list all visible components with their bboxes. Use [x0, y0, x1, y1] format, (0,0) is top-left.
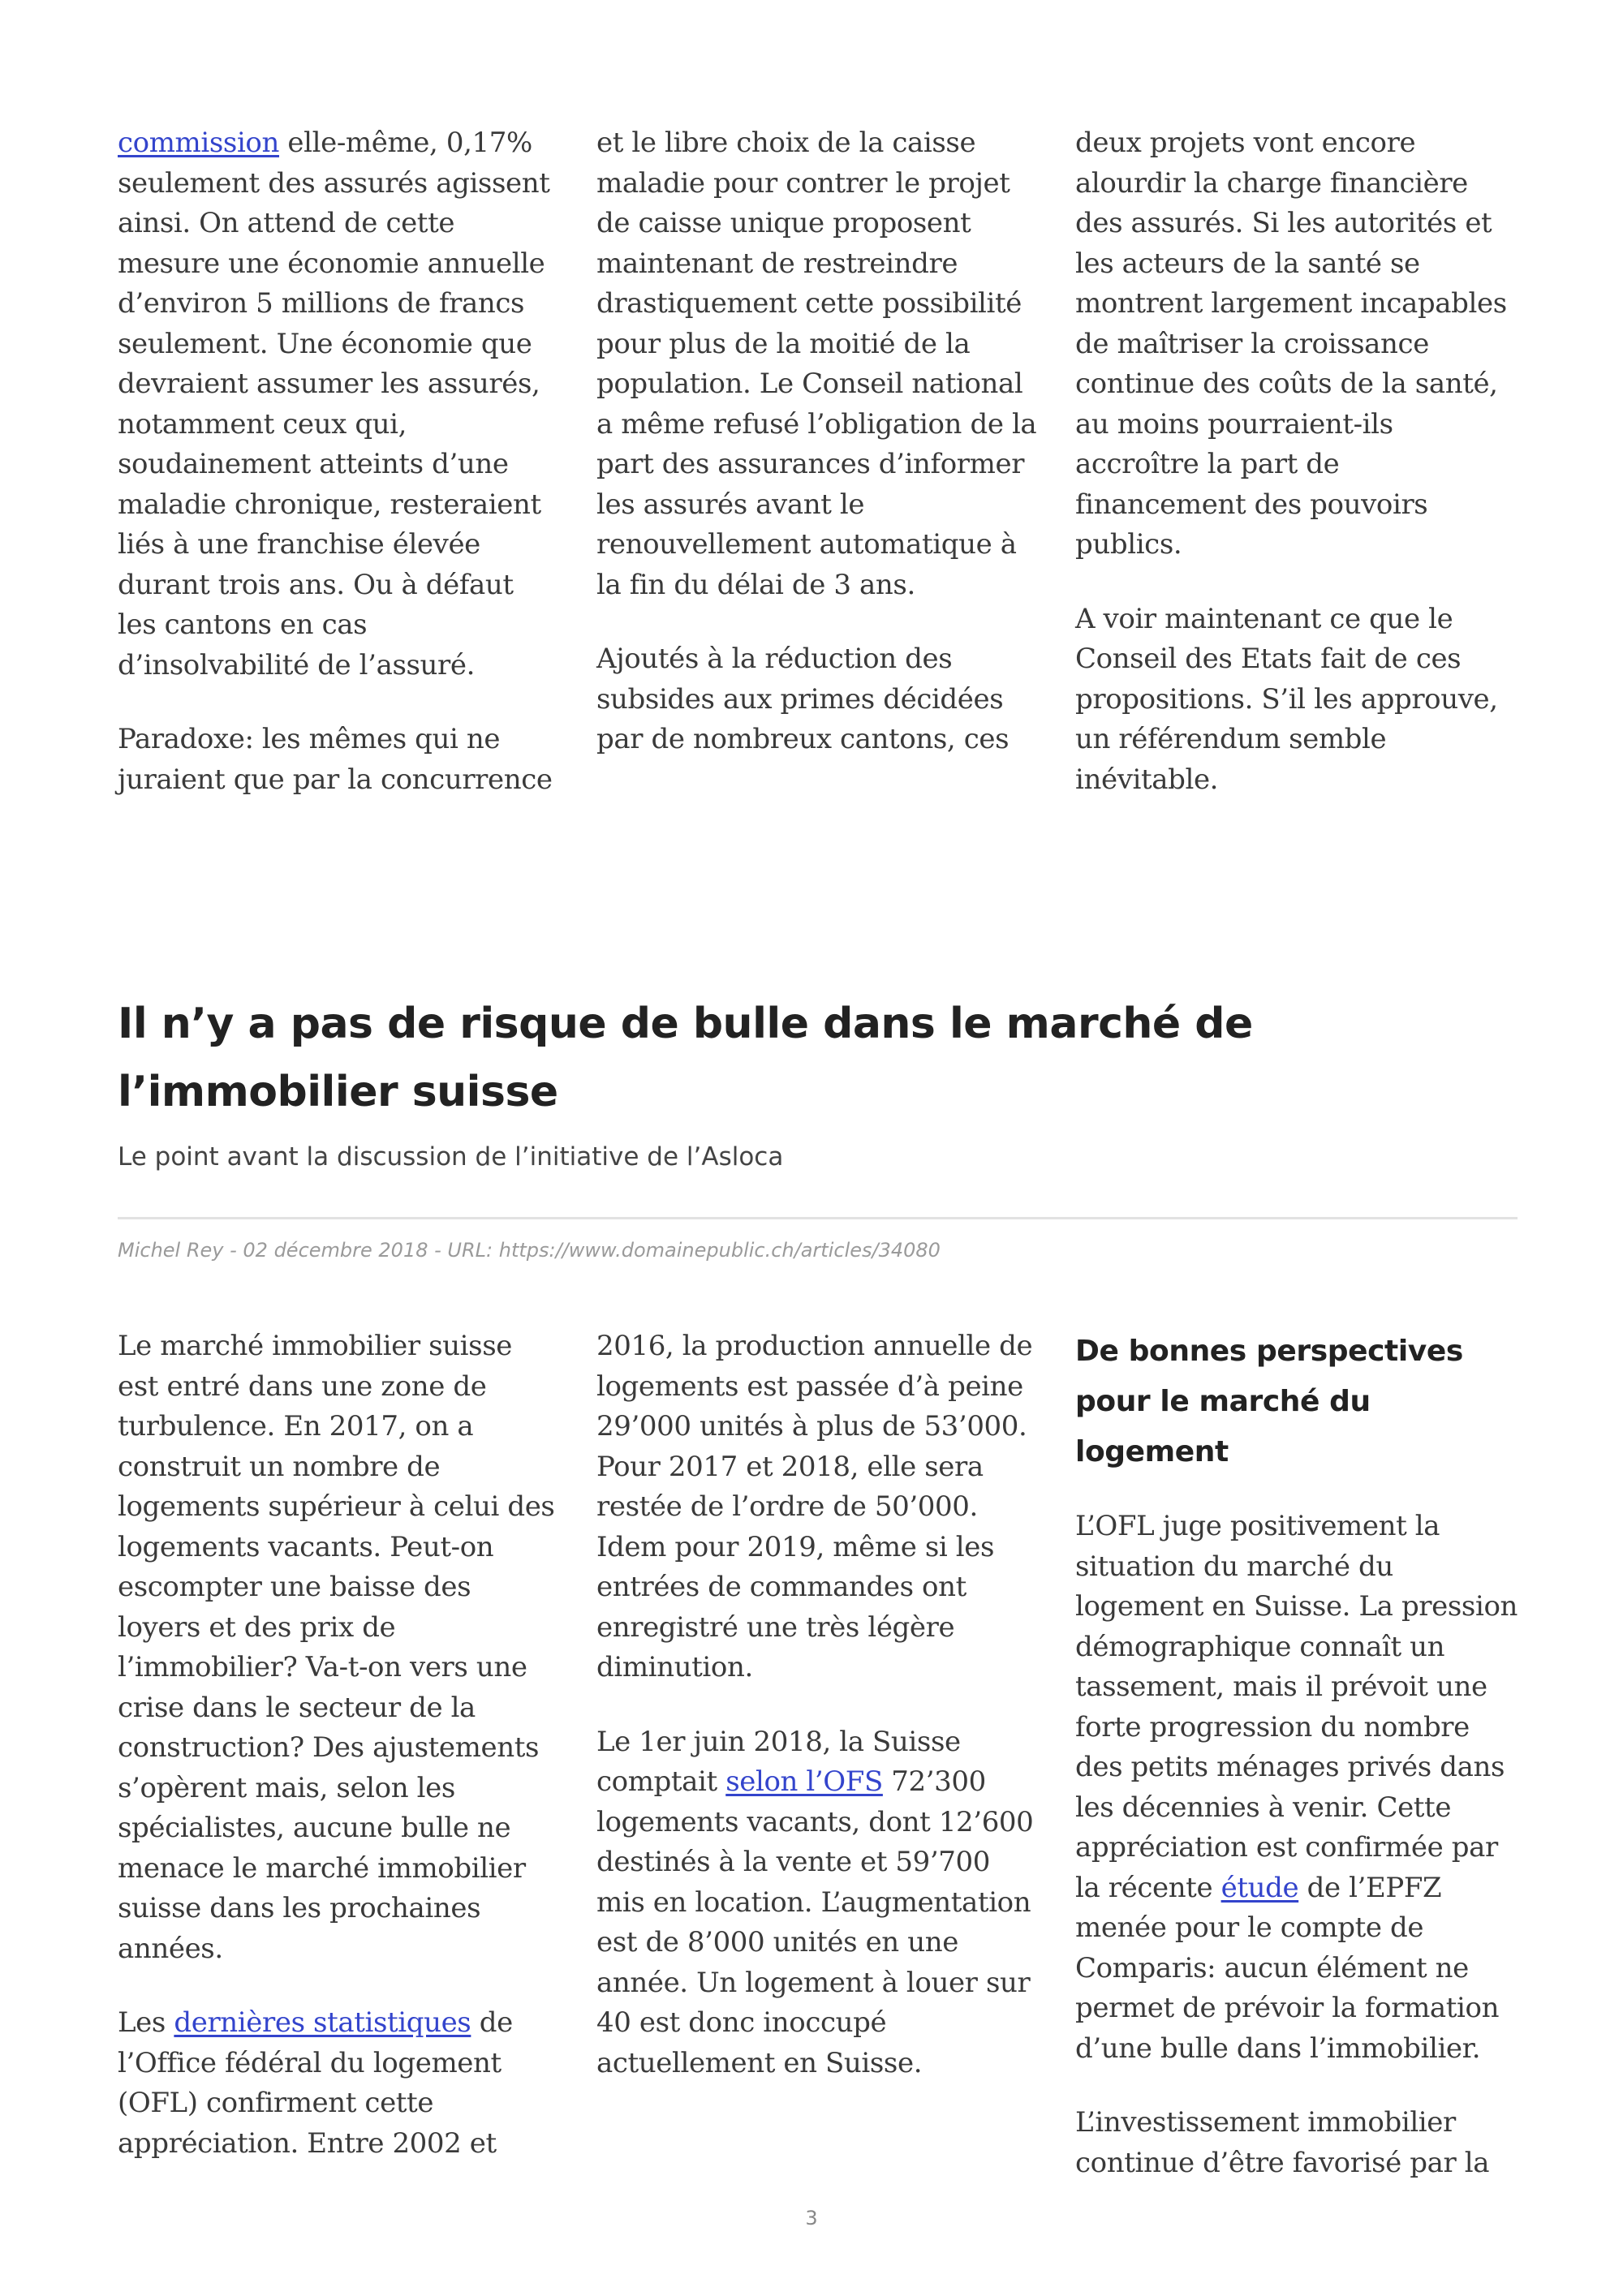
paragraph-text: elle-même, 0,17% seulement des assurés agissent ainsi. On attend de cette mesure une économie annuelle d’environ 5 millions de francs seulement. Une économie que devraient assumer les assurés, notamment ceux qui, soudainement atteints d’une maladie chronique, resteraient liés à une franchise élevée durant trois ans. Ou à défaut les cantons en cas d’insolvabilité de l’assuré. [118, 127, 550, 681]
selon-ofs-link[interactable]: selon l’OFS [725, 1765, 883, 1798]
paragraph: L’investissement immobilier continue d’être favorisé par la [1075, 2106, 1490, 2179]
paragraph: Paradoxe: les mêmes qui ne juraient que par la concurrence [118, 723, 553, 796]
paragraph: A voir maintenant ce que le Conseil des Etats fait de ces propositions. S’il les approuve, un référendum semble inévitable. [1075, 602, 1498, 796]
commission-link[interactable]: commission [118, 127, 280, 159]
paragraph-text: Les [118, 2006, 174, 2039]
column-2 [596, 123, 1039, 800]
paragraph [118, 2003, 560, 2164]
column-1 [118, 123, 560, 800]
previous-article-columns [118, 123, 1518, 800]
article-subtitle: Le point avant la discussion de l’initiative de l’Asloca [118, 1142, 784, 1172]
paragraph [118, 123, 560, 686]
column-1 [118, 1326, 560, 2183]
column-2 [596, 1326, 1039, 2183]
article-columns [118, 1326, 1518, 2183]
paragraph: 2016, la production annuelle de logements est passée d’à peine 29’000 unités à plus de 53’000. Pour 2017 et 2018, elle sera restée de l’ordre de 50’000. Idem pour 2019, même si les entrées de commandes ont enregistré une très légère diminution. [596, 1330, 1033, 1683]
etude-link[interactable]: étude [1220, 1871, 1299, 1904]
paragraph-text: Le 1er juin 2018, la Suisse comptait [596, 1725, 961, 1798]
paragraph: deux projets vont encore alourdir la charge financière des assurés. Si les autorités et les acteurs de la santé se montrent largement incapables de maîtriser la croissance continue des coûts de la santé, au moins pourraient-ils accroître la part de financement des pouvoirs publics. [1075, 127, 1507, 561]
paragraph: et le libre choix de la caisse maladie pour contrer le projet de caisse unique proposent maintenant de restreindre drastiquement cette possibilité pour plus de la moitié de la population. Le Conseil national a même refusé l’obligation de la part des assurances d’informer les assurés avant le renouvellement automatique à la fin du délai de 3 ans. [596, 127, 1037, 601]
paragraph [1075, 1507, 1518, 2069]
paragraph-text: L’OFL juge positivement la situation du marché du logement en Suisse. La pression démographique connaît un tassement, mais il prévoit une forte progression du nombre des petits ménages privés dans les décennies à venir. Cette appréciation est confirmée par la récente [1075, 1510, 1518, 1904]
paragraph-text: de l’Office fédéral du logement (OFL) confirment cette appréciation. Entre 2002 et [118, 2006, 513, 2160]
section-heading: De bonnes perspectives pour le marché du logement [1075, 1335, 1463, 1468]
article-title: Il n’y a pas de risque de bulle dans le marché de l’immobilier suisse [118, 1000, 1253, 1116]
page-number: 3 [805, 2207, 818, 2229]
paragraph: Le marché immobilier suisse est entré dans une zone de turbulence. En 2017, on a construit un nombre de logements supérieur à celui des logements vacants. Peut-on escompter une baisse des loyers et des prix de l’immobilier? Va-t-on vers une crise dans le secteur de la construction? Des ajustements s’opèrent mais, selon les spécialistes, aucune bulle ne menace le marché immobilier suisse dans les prochaines années. [118, 1330, 555, 1965]
column-3 [1075, 123, 1518, 800]
column-3 [1075, 1326, 1518, 2183]
paragraph [596, 1722, 1039, 2084]
paragraph-text: de l’EPFZ menée pour le compte de Comparis: aucun élément ne permet de prévoir la formation d’une bulle dans l’immobilier. [1075, 1871, 1500, 2065]
paragraph-text: 72’300 logements vacants, dont 12’600 destinés à la vente et 59’700 mis en location. L’augmentation est de 8’000 unités en une année. Un logement à louer sur 40 est donc inoccupé actuellement en Suisse. [596, 1765, 1034, 2079]
divider [118, 1217, 1518, 1219]
dernieres-statistiques-link[interactable]: dernières statistiques [174, 2006, 471, 2039]
article-meta: Michel Rey - 02 décembre 2018 - URL: https://www.domainepublic.ch/articles/34080 [118, 1239, 941, 1262]
paragraph: Ajoutés à la réduction des subsides aux primes décidées par de nombreux cantons, ces [596, 643, 1010, 755]
